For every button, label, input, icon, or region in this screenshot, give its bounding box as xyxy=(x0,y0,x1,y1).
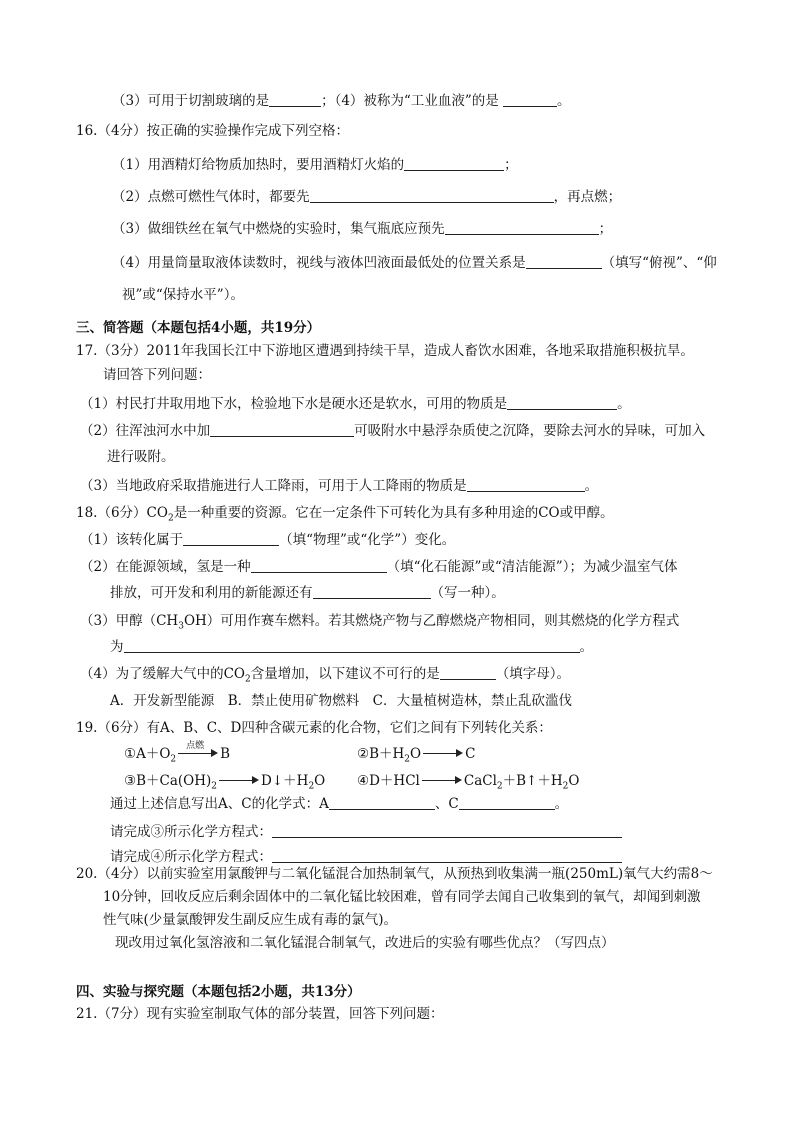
q19-r2-b: O xyxy=(410,746,422,762)
q15-end: 。 xyxy=(557,93,571,109)
q18-stem-b: 是一种重要的资源。它在一定条件下可转化为具有多种用途的CO或甲醇。 xyxy=(173,505,614,521)
section-3-heading: 三、简答题（本题包括4小题，共19分） xyxy=(76,320,321,336)
q16-blank4[interactable] xyxy=(526,254,602,269)
q19-r3-sub2: 2 xyxy=(308,781,315,792)
q16-item4-hint: （填写“俯视”、“仰 xyxy=(601,255,717,271)
q17-item1-text: （1）村民打井取用地下水，检验地下水是硬水还是软水，可用的物质是 xyxy=(80,396,508,412)
q20-line3: 性气味(少量氯酸钾发生副反应生成有毒的氯气)。 xyxy=(103,912,398,928)
q18-item3-end: 。 xyxy=(579,639,593,655)
q16-stem: 16.（4分）按正确的实验操作完成下列空格： xyxy=(76,123,350,139)
q19-r4-a: ④D＋HCl xyxy=(357,773,420,789)
q18-blank1[interactable] xyxy=(183,531,279,546)
reaction-arrow-icon xyxy=(423,745,463,759)
q18-item4-sub: 2 xyxy=(245,674,251,685)
reaction-arrow-icon xyxy=(178,741,218,759)
q19-stem: 19.（6分）有A、B、C、D四种含碳元素的化合物，它们之间有下列转化关系： xyxy=(76,720,552,736)
q16-item4-text: （4）用量筒量取液体读数时，视线与液体凹液面最低处的位置关系是 xyxy=(112,255,526,271)
q16-item2 xyxy=(112,187,621,207)
q18-stem-a: 18.（6分）CO xyxy=(76,505,168,521)
q15-item4-text: ；（4）被称为“工业血液”的是 xyxy=(321,93,499,109)
q19-eq3-text: 请完成③所示化学方程式： xyxy=(110,824,272,840)
q16-item1-text: （1）用酒精灯给物质加热时，要用酒精灯火焰的 xyxy=(112,157,405,173)
q19-r2-a: ②B＋H xyxy=(357,746,405,762)
q16-item3 xyxy=(112,219,612,239)
q19-formula-line xyxy=(110,794,568,814)
q18-item4-text-a: （4）为了缓解大气中的CO xyxy=(80,666,245,682)
q18-item2-cont-text: 排放，可开发和利用的新能源还有 xyxy=(110,585,313,601)
q18-stem xyxy=(76,503,614,529)
q19-blank-c[interactable] xyxy=(459,795,555,810)
q17-item2 xyxy=(80,421,705,441)
q19-r3-b: D↓＋H xyxy=(261,773,309,789)
q20-line4: 现改用过氧化氢溶液和二氧化锰混合制氧气，改进后的实验有哪些优点？（写四点） xyxy=(115,935,615,951)
q18-item3-text-a: （3）甲醇（CH xyxy=(80,613,179,629)
q19-eq3-blank[interactable] xyxy=(272,823,622,838)
q19-r3-a: ③B＋Ca(OH) xyxy=(124,773,212,789)
q16-item1-end: ； xyxy=(504,157,518,173)
q18-item1-end: （填“物理”或“化学”）变化。 xyxy=(279,532,456,548)
q19-r4-d: O xyxy=(568,773,580,789)
q17-stem2: 请回答下列问题： xyxy=(103,367,211,383)
q17-blank1[interactable] xyxy=(507,395,617,410)
q20-line1: 20.（4分）以前实验室用氯酸钾与二氧化锰混合加热制氧气，从预热到收集满一瓶(250mL)氧气大约需8～ xyxy=(76,866,713,882)
q18-options: A．开发新型能源 B．禁止使用矿物燃料 C．大量植树造林，禁止乱砍滥伐 xyxy=(110,693,572,709)
q18-item2 xyxy=(80,557,677,577)
q16-item4-cont: 视”或“保持水平”）。 xyxy=(122,287,244,303)
q18-item4-hint: （填字母）。 xyxy=(495,666,570,682)
q18-item2-cont xyxy=(110,583,505,603)
q16-item4 xyxy=(112,253,717,273)
q19-eq4-text: 请完成④所示化学方程式： xyxy=(110,849,272,865)
q18-item1 xyxy=(80,530,455,550)
q18-blank3[interactable] xyxy=(313,584,431,599)
q18-item4 xyxy=(80,664,570,690)
q17-blank2[interactable] xyxy=(210,422,354,437)
q18-blank2[interactable] xyxy=(251,558,387,573)
q20-line2: 10分钟，回收反应后剩余固体中的二氧化锰比较困难，曾有同学去闻自己收集到的氧气，却闻到刺激 xyxy=(103,889,701,905)
q19-r2-sub: 2 xyxy=(404,754,411,765)
q18-item4-text-b: 含量增加，以下建议不可行的是 xyxy=(250,666,440,682)
q18-stem-sub: 2 xyxy=(167,513,174,524)
q19-r1-sub: 2 xyxy=(170,754,177,765)
q15-blank4[interactable] xyxy=(503,92,557,107)
q19-r4-c: ＋B↑＋H xyxy=(502,773,563,789)
q19-eq3-line xyxy=(110,822,622,842)
q19-eq4-blank[interactable] xyxy=(272,848,622,863)
q19-blank-a[interactable] xyxy=(329,795,435,810)
q18-item3-text-b: OH）可用作赛车燃料。若其燃烧产物与乙醇燃烧产物相同，则其燃烧的化学方程式 xyxy=(183,613,680,629)
q17-item3 xyxy=(80,476,598,496)
q19-formula-text: 通过上述信息写出A、C的化学式：A xyxy=(110,796,329,812)
q17-item3-end: 。 xyxy=(584,478,599,494)
q19-r1-a: ①A＋O xyxy=(124,746,171,762)
q19-r1-b: B xyxy=(220,746,231,762)
q19-r3-c: O xyxy=(314,773,326,789)
q19-r4-sub: 2 xyxy=(496,781,503,792)
q19-r3-sub: 2 xyxy=(211,781,218,792)
q18-blank4[interactable] xyxy=(440,665,496,680)
q18-item1-text: （1）该转化属于 xyxy=(80,532,184,548)
q19-r1-condition: 点燃 xyxy=(186,741,205,751)
q16-blank2[interactable] xyxy=(310,188,554,203)
q19-r2-c: C xyxy=(465,746,476,762)
q17-item1 xyxy=(80,394,631,414)
q17-item2-rest: 可吸附水中悬浮杂质使之沉降，要除去河水的异味，可加入 xyxy=(354,423,706,439)
q17-item1-end: 。 xyxy=(617,396,631,412)
q16-item1 xyxy=(112,155,518,175)
q16-item2-end: ，再点燃； xyxy=(553,189,622,205)
q19-r4-sub2: 2 xyxy=(562,781,569,792)
q17-item2-cont: 进行吸附。 xyxy=(107,449,175,465)
q18-item3 xyxy=(80,611,679,637)
q18-item2-cont-end: （写一种）。 xyxy=(430,585,505,601)
reaction-arrow-icon xyxy=(422,772,462,786)
q19-reaction2 xyxy=(357,744,475,770)
q21-stem: 21.（7分）现有实验室制取气体的部分装置，回答下列问题： xyxy=(76,1006,444,1022)
q16-item3-text: （3）做细铁丝在氧气中燃烧的实验时，集气瓶底应预先 xyxy=(112,221,445,237)
q17-item3-text: （3）当地政府采取措施进行人工降雨，可用于人工降雨的物质是 xyxy=(80,478,467,494)
q16-item2-text: （2）点燃可燃性气体时，都要先 xyxy=(112,189,310,205)
q16-blank3[interactable] xyxy=(445,220,599,235)
q18-item3-cont-text: 为 xyxy=(110,639,124,655)
q19-formula-end: 。 xyxy=(554,796,569,812)
q15-item3-text: （3）可用于切割玻璃的是 xyxy=(112,93,270,109)
q19-reaction4 xyxy=(357,771,579,797)
section-4-heading: 四、实验与探究题（本题包括2小题，共13分） xyxy=(76,984,361,1000)
q18-item2-text: （2）在能源领域，氢是一种 xyxy=(80,559,251,575)
q18-equation-blank[interactable] xyxy=(124,638,580,653)
q16-item3-end: ； xyxy=(598,221,613,237)
q18-item3-sub: 3 xyxy=(178,621,184,632)
q19-reaction1 xyxy=(124,741,231,770)
q15-blank3[interactable] xyxy=(269,92,321,107)
q17-stem: 17.（3分）2011年我国长江中下游地区遭遇到持续干旱，造成人畜饮水困难，各地采取措施积极抗旱。 xyxy=(76,343,694,359)
q19-formula-c: 、C xyxy=(434,796,459,812)
q17-blank3[interactable] xyxy=(467,477,585,492)
q19-r4-b: CaCl xyxy=(463,773,497,789)
q18-item3-cont xyxy=(110,637,593,657)
q19-reaction3 xyxy=(124,771,325,797)
q17-item2-text: （2）往浑浊河水中加 xyxy=(80,423,211,439)
q16-blank1[interactable] xyxy=(404,156,504,171)
q15-line3 xyxy=(112,91,571,111)
reaction-arrow-icon xyxy=(219,772,259,786)
q18-item2-rest: （填“化石能源”或“清洁能源”）；为减少温室气体 xyxy=(386,559,678,575)
